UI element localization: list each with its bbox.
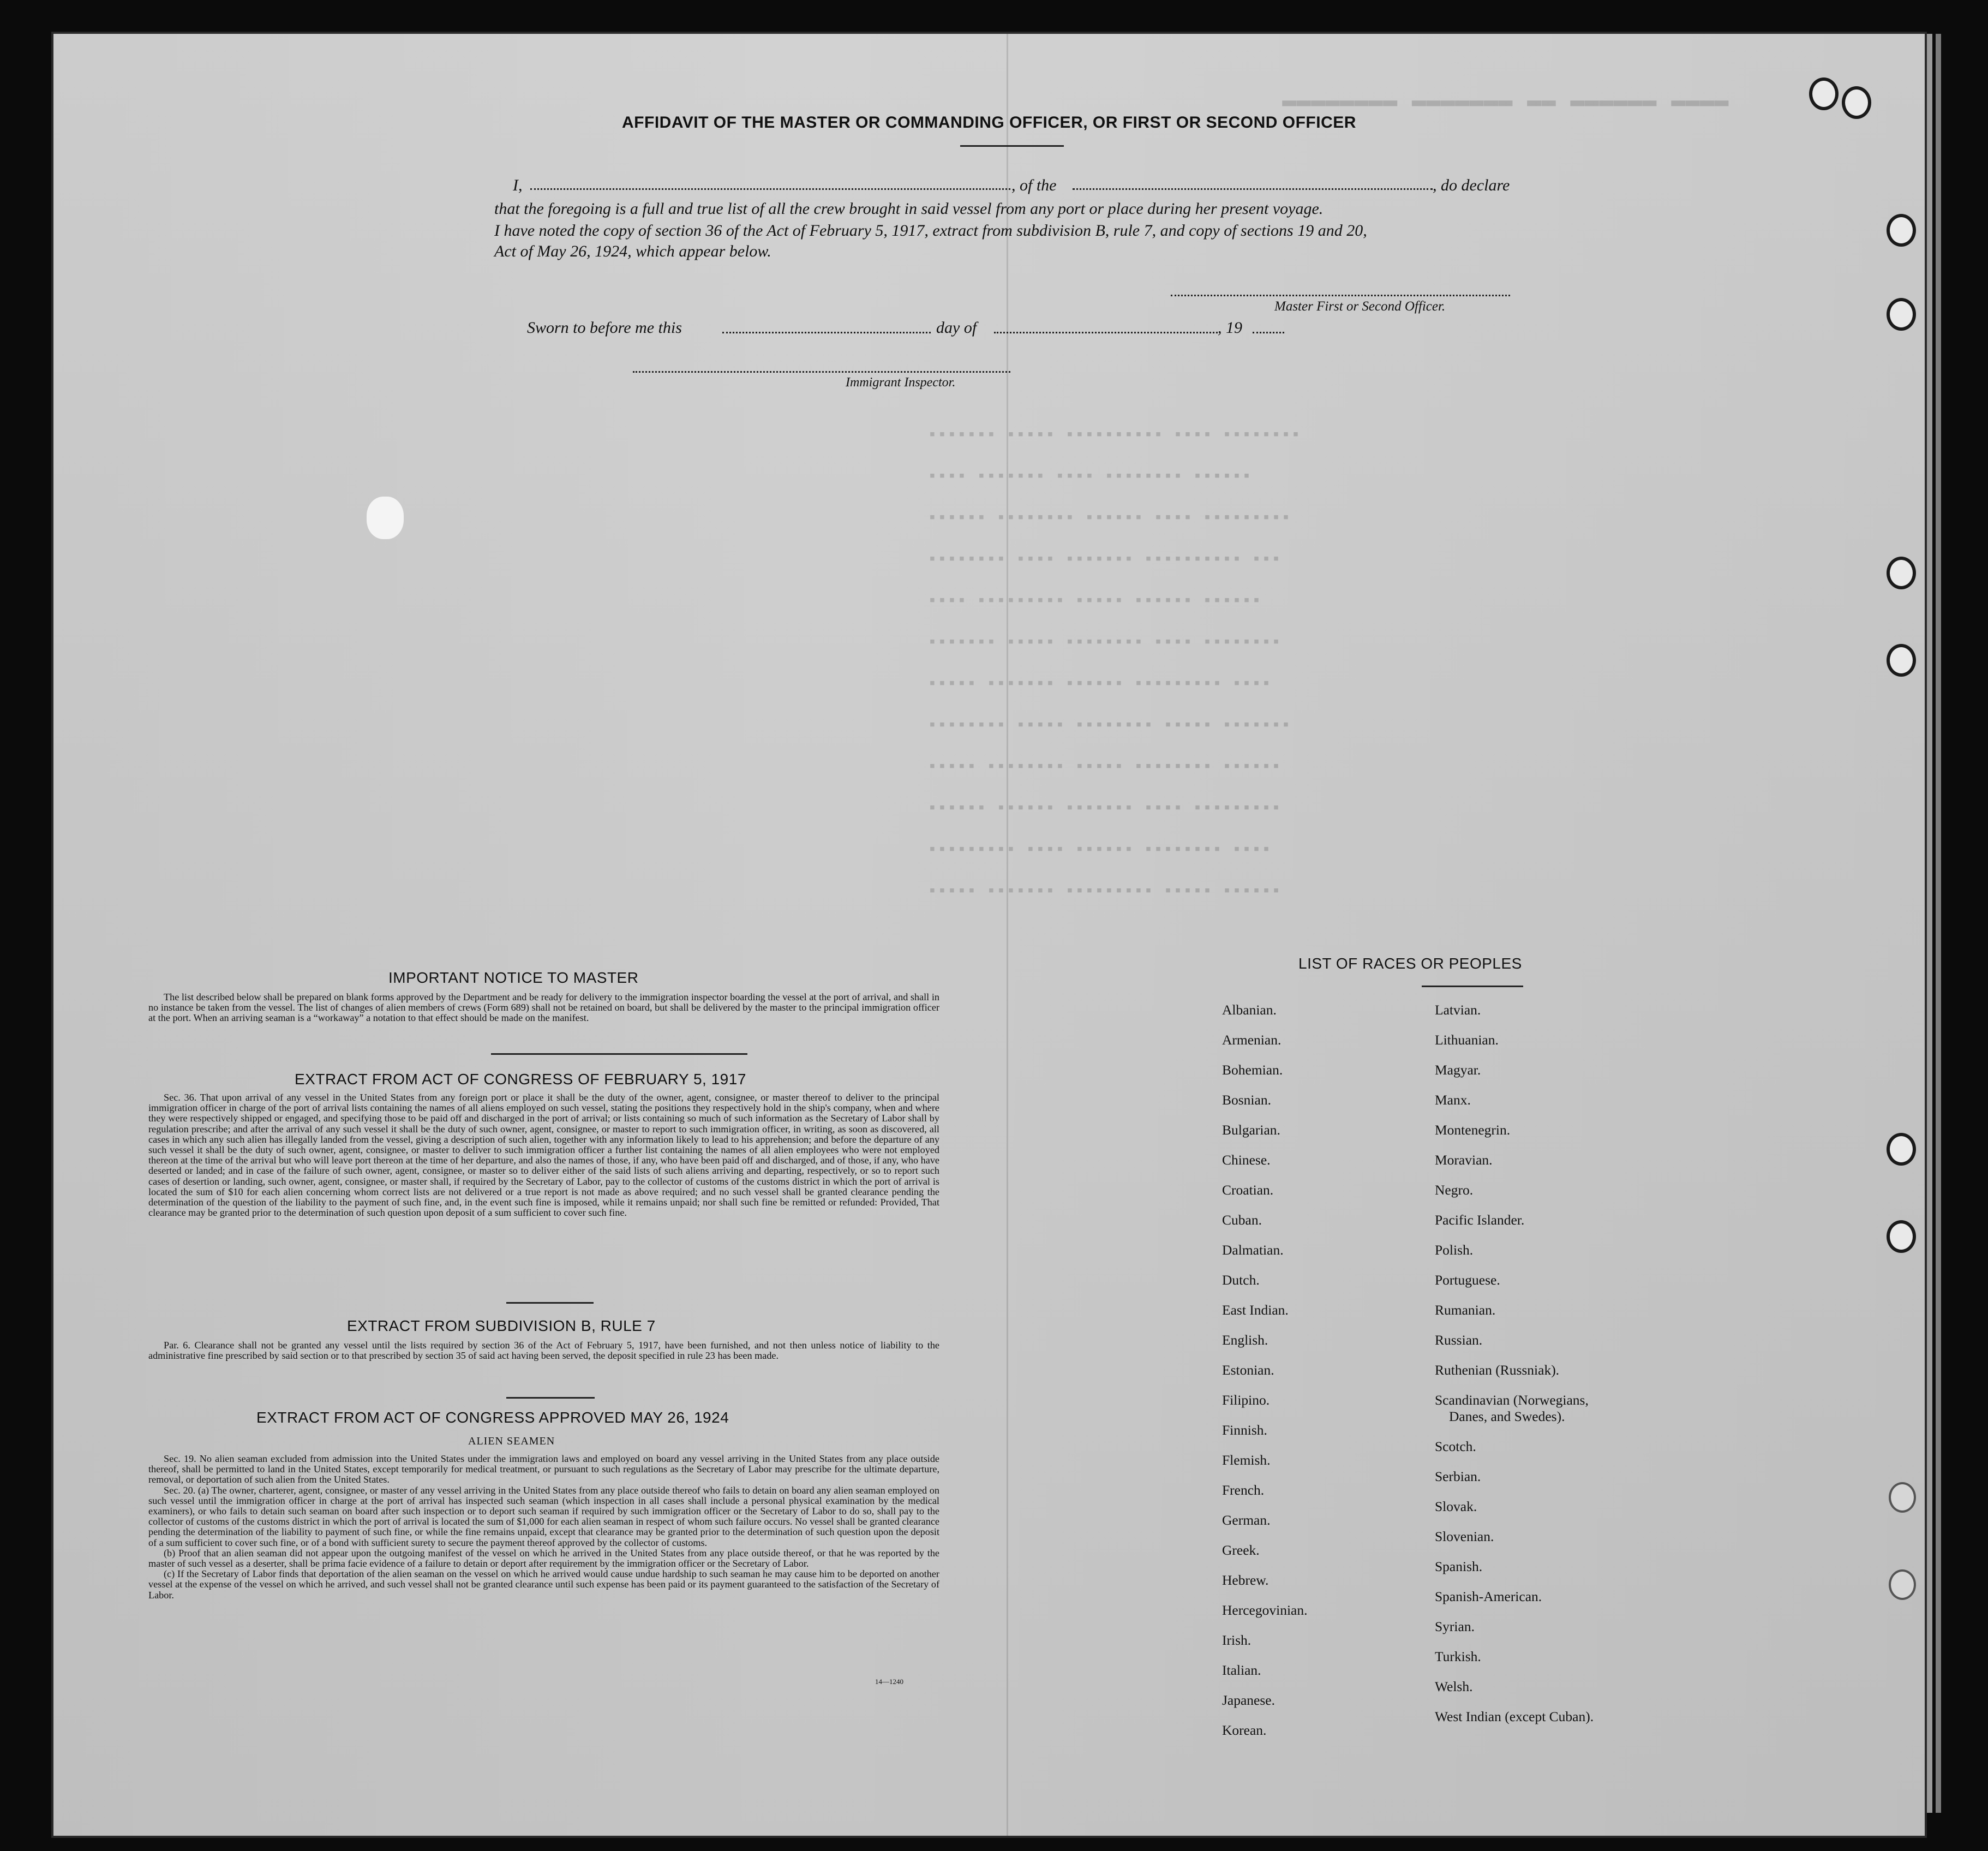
punch-hole-icon <box>1887 214 1916 247</box>
race-item: West Indian (except Cuban). <box>1435 1709 1594 1724</box>
extract-1924-subtitle: ALIEN SEAMEN <box>468 1435 555 1447</box>
vessel-name-field[interactable] <box>1073 188 1433 190</box>
race-item: Slovenian. <box>1435 1528 1494 1544</box>
race-item: Japanese. <box>1222 1692 1275 1708</box>
race-item: Korean. <box>1222 1722 1267 1738</box>
race-item: Turkish. <box>1435 1649 1481 1664</box>
race-item: Armenian. <box>1222 1032 1282 1048</box>
race-item: Danes, and Swedes). <box>1449 1408 1565 1424</box>
race-item: Montenegrin. <box>1435 1122 1511 1138</box>
page-edge <box>1927 34 1932 1813</box>
race-item: Manx. <box>1435 1092 1471 1108</box>
race-item: Russian. <box>1435 1332 1483 1348</box>
race-item: Bulgarian. <box>1222 1122 1280 1138</box>
race-item: Finnish. <box>1222 1422 1267 1438</box>
extract-1924-title: EXTRACT FROM ACT OF CONGRESS APPROVED MAY 26, 1924 <box>256 1409 729 1426</box>
race-item: Albanian. <box>1222 1002 1277 1018</box>
affidavit-text-line: that the foregoing is a full and true list of all the crew brought in said vessel from any port or place during her present voyage. <box>494 200 1324 218</box>
notice-text: The list described below shall be prepared on blank forms approved by the Department and be ready for delivery to the immigration inspector boarding the vessel at the port of arrival, and shall in no instance be taken from the vessel. The list of changes of alien members of crews (Form 689) shall not be retained on board, but shall be delivered by the master to the principal immigration officer at the port. When an arriving seaman is a “workaway” a notation to that effect should be made on the manifest. <box>148 992 939 1024</box>
race-item: Dalmatian. <box>1222 1242 1284 1258</box>
master-signature-field[interactable] <box>1171 295 1510 296</box>
sworn-day-field[interactable] <box>722 332 931 333</box>
race-item: Polish. <box>1435 1242 1474 1258</box>
extract-1917-text: Sec. 36. That upon arrival of any vessel in the United States from any foreign port or place it shall be the duty of the owner, agent, consignee, or master thereof to deliver to the principal immigration officer in charge of the port of arrival lists containing the names of all aliens employed on such vessel, stating the positions they respectively hold in the ship's company, when and where they were respectively shipped or engaged, and specifying those to be paid off and discharged in the port of arrival; or lists containing so much of such information as the Secretary of Labor shall by regulation prescribe; and after the arrival of any such vessel it shall be the duty of such owner, agent, consignee, or master to report to such immigration officer, in writing, as soon as discovered, all cases in which any such alien has illegally landed from the vessel, giving a description of such alien, together with any information likely to lead to his apprehension; and before the departure of any such vessel it shall be the duty of such owner, agent, consignee, or master to deliver to such immigration officer a further list containing the names of all alien employees who were not employed thereon at the time of the arrival but who will leave port thereon at the time of her departure, and also the names of those, if any, who have been paid off and discharged, and of those, if any, who have deserted or landed; and in case of the failure of such owner, agent, consignee, or master so to deliver either of the said lists of such aliens arriving and departing, respectively, or so to report such cases of desertion or landing, such owner, agent, consignee, or master shall, if required by the Secretary of Labor, pay to the collector of customs of the customs district in which the port of arrival is located the sum of $10 for each alien concerning whom correct lists are not delivered or a true report is not made as above required; and no such vessel shall be granted clearance pending the determination of the question of the liability to the payment of such fine, and, in the event such fine is imposed, while it remains unpaid; nor shall such fine be remitted or refunded: Provided, That clearance may be granted prior to the determination of such question upon deposit of a sum sufficient to cover such fine. <box>148 1092 939 1219</box>
punch-hole-icon <box>1842 86 1871 119</box>
sec-20c: (c) If the Secretary of Labor finds that deportation of the alien seaman on the vessel on which he arrived would cause undue hardship to such seaman he may cause him to be deported on another vessel at the expense of the vessel on which he arrived, and such vessel shall not be granted clearance until such expense has been paid or its payment guaranteed to the satisfaction of the Secretary of Labor. <box>148 1568 939 1601</box>
punch-hole-icon <box>1809 77 1839 110</box>
affidavit-text-line: Act of May 26, 1924, which appear below. <box>494 242 771 260</box>
extract-rule7-text: Par. 6. Clearance shall not be granted any vessel until the lists required by section 36 of the Act of February 5, 1917, have been furnished, and not then unless notice of liability to the administrative fine prescribed by said section or to that prescribed by section 35 of said act having been served, the deposit specified in rule 23 has been made. <box>148 1340 939 1362</box>
race-item: Italian. <box>1222 1662 1261 1678</box>
punch-hole-icon <box>1887 644 1916 677</box>
race-item: Chinese. <box>1222 1152 1271 1168</box>
form-number: 14—1240 <box>875 1677 903 1686</box>
race-item: Lithuanian. <box>1435 1032 1499 1048</box>
sec-19: Sec. 19. No alien seaman excluded from admission into the United States under the immigration laws and employed on board any vessel arriving in the United States from any place outside thereof, shall be permitted to land in the United States, except temporarily for medical treatment, or pursuant to such regulations as the Secretary of Labor may prescribe for the ultimate departure, removal, or deportation of such alien from the United States. <box>148 1453 939 1485</box>
race-item: Spanish. <box>1435 1559 1483 1574</box>
day-of-label: day of <box>936 319 977 337</box>
race-item: Scotch. <box>1435 1438 1476 1454</box>
notice-title: IMPORTANT NOTICE TO MASTER <box>388 969 639 986</box>
bleed-through: ▬▬▬▬ ▬▬▬▬▬▬ ▬▬ ▬▬▬▬▬▬▬ ▬▬▬▬▬▬▬▬ <box>1282 87 1729 115</box>
affidavit-of-the-label: , of the <box>1011 176 1057 194</box>
punch-hole-icon <box>1887 1133 1916 1166</box>
sworn-month-field[interactable] <box>994 332 1218 333</box>
race-item: Cuban. <box>1222 1212 1262 1228</box>
race-item: French. <box>1222 1482 1265 1498</box>
page-fold <box>1007 34 1008 1836</box>
race-item: Croatian. <box>1222 1182 1274 1198</box>
race-item: Magyar. <box>1435 1062 1481 1078</box>
race-item: Serbian. <box>1435 1468 1481 1484</box>
race-item: Slovak. <box>1435 1498 1477 1514</box>
divider <box>960 145 1064 147</box>
race-item: Latvian. <box>1435 1002 1481 1018</box>
bleed-through: ▪▪▪▪▪▪▪ ▪▪▪▪▪ ▪▪▪▪▪▪▪▪▪▪ ▪▪▪▪ ▪▪▪▪▪▪▪▪ ▪▪▪▪ ▪▪▪▪▪▪▪ ▪▪▪▪ ▪▪▪▪▪▪▪▪ ▪▪▪▪▪▪ ▪▪▪▪▪▪ ▪▪▪▪▪▪▪▪ ▪▪▪▪▪▪ ▪▪▪▪ ▪▪▪▪▪▪▪▪▪ ▪▪▪▪▪▪▪▪ ▪▪▪▪ ▪▪▪▪▪▪▪ ▪▪▪▪▪▪▪▪▪▪ ▪▪▪ ▪▪▪▪ ▪▪▪▪▪▪▪▪▪ ▪▪▪▪▪ ▪▪▪▪▪▪ ▪▪▪▪▪▪ ▪▪▪▪▪▪▪ ▪▪▪▪▪ ▪▪▪▪▪▪▪▪ ▪▪▪▪ ▪▪▪▪▪▪▪▪ ▪▪▪▪▪ ▪▪▪▪▪▪▪ ▪▪▪▪▪▪ ▪▪▪▪▪▪▪▪▪ ▪▪▪▪ ▪▪▪▪▪▪▪▪ ▪▪▪▪▪ ▪▪▪▪▪▪▪▪ ▪▪▪▪▪ ▪▪▪▪▪▪▪ ▪▪▪▪▪ ▪▪▪▪▪▪▪▪ ▪▪▪▪▪ ▪▪▪▪▪▪▪▪ ▪▪▪▪▪▪ ▪▪▪▪▪▪ ▪▪▪▪▪▪ ▪▪▪▪▪▪▪ ▪▪▪▪ ▪▪▪▪▪▪▪▪▪ ▪▪▪▪▪▪▪▪▪ ▪▪▪▪ ▪▪▪▪▪▪ ▪▪▪▪▪▪▪▪ ▪▪▪▪ ▪▪▪▪▪ ▪▪▪▪▪▪▪ ▪▪▪▪▪▪▪▪▪ ▪▪▪▪▪ ▪▪▪▪▪▪ <box>927 426 1301 901</box>
race-item: Irish. <box>1222 1632 1252 1648</box>
sworn-label: Sworn to before me this <box>527 319 682 337</box>
punch-hole-icon <box>1887 557 1916 589</box>
inspector-signature-field[interactable] <box>633 371 1010 373</box>
race-item: Ruthenian (Russniak). <box>1435 1362 1560 1378</box>
race-item: Flemish. <box>1222 1452 1271 1468</box>
divider <box>506 1302 594 1304</box>
master-signature-label: Master First or Second Officer. <box>1274 299 1446 314</box>
race-item: Syrian. <box>1435 1619 1475 1634</box>
race-item: Hercegovinian. <box>1222 1602 1308 1618</box>
race-item: Pacific Islander. <box>1435 1212 1525 1228</box>
divider <box>506 1397 595 1399</box>
race-item: Dutch. <box>1222 1272 1260 1288</box>
affidavit-i-label: I, <box>513 176 523 194</box>
race-item: Moravian. <box>1435 1152 1493 1168</box>
race-item: Greek. <box>1222 1542 1260 1558</box>
race-item: Bosnian. <box>1222 1092 1271 1108</box>
race-item: Scandinavian (Norwegians, <box>1435 1392 1589 1408</box>
race-item: Portuguese. <box>1435 1272 1500 1288</box>
race-item: Spanish-American. <box>1435 1589 1542 1604</box>
extract-rule7-title: EXTRACT FROM SUBDIVISION B, RULE 7 <box>347 1317 656 1334</box>
race-item: Hebrew. <box>1222 1572 1269 1588</box>
race-item: Rumanian. <box>1435 1302 1496 1318</box>
punch-hole-icon <box>1887 298 1916 331</box>
races-title: LIST OF RACES OR PEOPLES <box>1298 955 1522 972</box>
punch-hole-icon <box>1887 1220 1916 1253</box>
race-item: Estonian. <box>1222 1362 1274 1378</box>
affidavit-do-declare-label: , do declare <box>1433 176 1510 194</box>
race-item: Filipino. <box>1222 1392 1270 1408</box>
paper-stain <box>367 497 404 539</box>
affidavit-text-line: I have noted the copy of section 36 of the Act of February 5, 1917, extract from subdivision B, rule 7, and copy of sections 19 and 20, <box>494 222 1367 240</box>
divider <box>1422 986 1523 987</box>
race-item: Welsh. <box>1435 1679 1473 1694</box>
extract-1924-text <box>148 1454 939 1601</box>
races-right-column <box>1435 1002 1594 1739</box>
divider <box>491 1053 747 1055</box>
punch-hole-icon <box>1889 1569 1916 1600</box>
race-item: East Indian. <box>1222 1302 1289 1318</box>
sec-20b: (b) Proof that an alien seaman did not appear upon the outgoing manifest of the vessel on which he arrived in the United States from any place outside thereof, or that he was reported by the master of such vessel as a deserter, shall be prima facie evidence of a failure to detain or deport after requirement by the immigration officer or the Secretary of Labor. <box>148 1547 939 1569</box>
race-item: Bohemian. <box>1222 1062 1283 1078</box>
race-item: English. <box>1222 1332 1268 1348</box>
sec-20a: Sec. 20. (a) The owner, charterer, agent, consignee, or master of any vessel arriving in the United States from any place outside thereof who fails to detain on board any alien seaman employed on such vessel until the immigration officer in charge at the port of arrival has inspected such seaman (which inspection in all cases shall include a personal physical examination by the medical examiners), or who fails to detain such seaman on board after such inspection or to deport such seaman if required by such immigration officer or the Secretary of Labor to do so, shall pay to the collector of customs of the customs district in which the port of arrival is located the sum of $1,000 for each alien seaman in respect of whom such failure occurs. No vessel shall be granted clearance pending the determination of the liability to payment of such fine, or while the fine remains unpaid, except that clearance may be granted prior to the determination of such question upon the deposit of a sum sufficient to cover such fine, or of a bond with sufficient surety to secure the payment thereof approved by the collector of customs. <box>148 1484 939 1548</box>
sworn-year-field[interactable] <box>1253 332 1284 333</box>
year-label: , 19 <box>1218 319 1242 337</box>
extract-1917-title: EXTRACT FROM ACT OF CONGRESS OF FEBRUARY 5, 1917 <box>295 1071 746 1088</box>
race-item: German. <box>1222 1512 1271 1528</box>
inspector-label: Immigrant Inspector. <box>846 375 956 390</box>
master-name-field[interactable] <box>530 188 1010 190</box>
affidavit-title: AFFIDAVIT OF THE MASTER OR COMMANDING OFFICER, OR FIRST OR SECOND OFFICER <box>622 114 1356 132</box>
punch-hole-icon <box>1889 1482 1916 1513</box>
races-left-column <box>1222 1002 1307 1752</box>
race-item: Negro. <box>1435 1182 1474 1198</box>
page-edge <box>1936 34 1941 1813</box>
